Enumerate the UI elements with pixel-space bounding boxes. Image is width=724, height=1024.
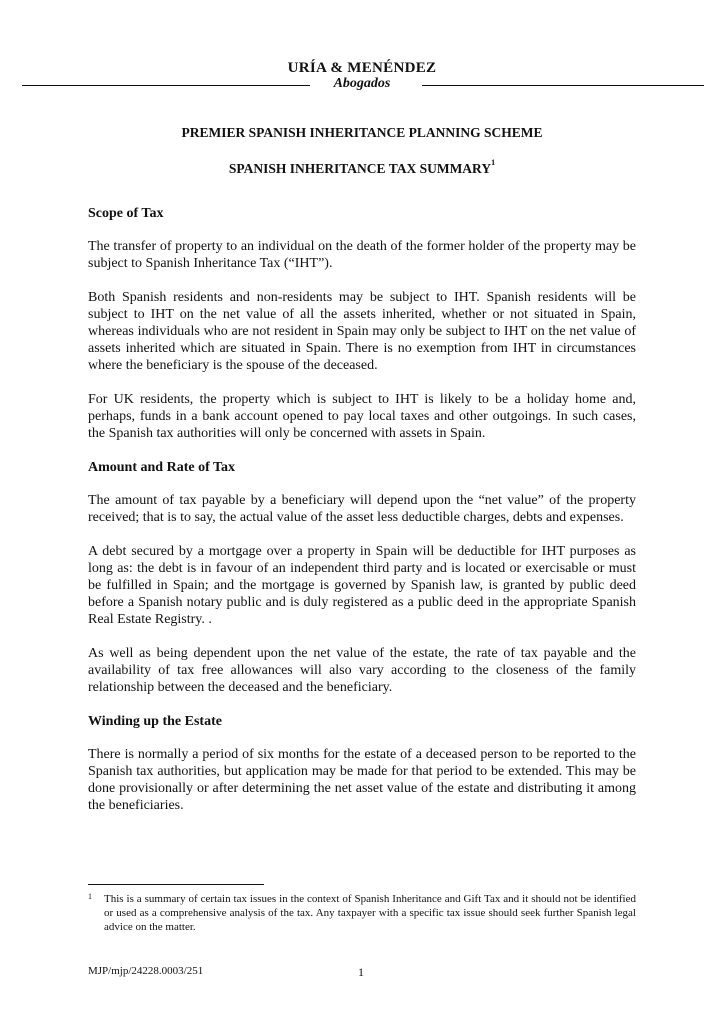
paragraph: The amount of tax payable by a beneficiary will depend upon the “net value” of the property received; that is to say, the actual value of the asset less deductible charges, debts and expenses. [88, 493, 636, 525]
footnote-reference: 1 [491, 158, 496, 167]
document-subtitle [0, 158, 724, 177]
footnote-mark: 1 [88, 892, 92, 901]
firm-subtitle: Abogados [333, 76, 391, 91]
page-number: 1 [358, 965, 364, 979]
section-heading-winding-up: Winding up the Estate [88, 714, 222, 729]
section-heading-scope: Scope of Tax [88, 206, 164, 221]
footnote-separator [88, 884, 264, 885]
header-rule-right [422, 85, 704, 86]
document-body [88, 205, 636, 831]
paragraph: The transfer of property to an individual on the death of the former holder of the property may be subject to Spanish Inheritance Tax (“IHT”). [88, 239, 636, 271]
footnote-text: This is a summary of certain tax issues in the context of Spanish Inheritance and Gift Tax and it should not be identified or used as a comprehensive analysis of the tax. Any taxpayer with a specific tax issue should seek further Spanish legal advice on the matter. [104, 893, 636, 933]
section-heading-amount-rate: Amount and Rate of Tax [88, 460, 236, 475]
paragraph: There is normally a period of six months for the estate of a deceased person to be reported to the Spanish tax authorities, but application may be made for that period to be extended. This may be done provisionally or after determining the net asset value of the estate and distributing it among the beneficiaries. [88, 747, 636, 813]
firm-name: URÍA & MENÉNDEZ [287, 60, 437, 76]
document-subtitle-text: SPANISH INHERITANCE TAX SUMMARY [228, 161, 492, 176]
footnote [88, 892, 636, 934]
paragraph: Both Spanish residents and non-residents may be subject to IHT. Spanish residents will be subject to IHT on the net value of all the assets inherited, whether or not situated in Spain, whereas individuals who are not resident in Spain may only be subject to IHT on the net value of assets inherited which are situated in Spain. There is no exemption from IHT in circumstances where the beneficiary is the spouse of the deceased. [88, 290, 636, 373]
paragraph: For UK residents, the property which is subject to IHT is likely to be a holiday home and, perhaps, funds in a bank account opened to pay local taxes and other outgoings. In such cases, the Spanish tax authorities will only be concerned with assets in Spain. [88, 392, 636, 441]
paragraph: A debt secured by a mortgage over a property in Spain will be deductible for IHT purposes as long as: the debt is in favour of an independent third party and is located or exercisable or must be fulfilled in Spain; and the mortgage is governed by Spanish law, is granted by public deed before a Spanish notary public and is duly registered as a public deed in the appropriate Spanish Real Estate Registry. . [88, 544, 636, 627]
paragraph: As well as being dependent upon the net value of the estate, the rate of tax payable and the availability of tax free allowances will also vary according to the closeness of the family relationship between the deceased and the beneficiary. [88, 646, 636, 695]
document-title: PREMIER SPANISH INHERITANCE PLANNING SCHEME [181, 125, 543, 140]
document-reference: MJP/mjp/24228.0003/251 [88, 965, 204, 977]
